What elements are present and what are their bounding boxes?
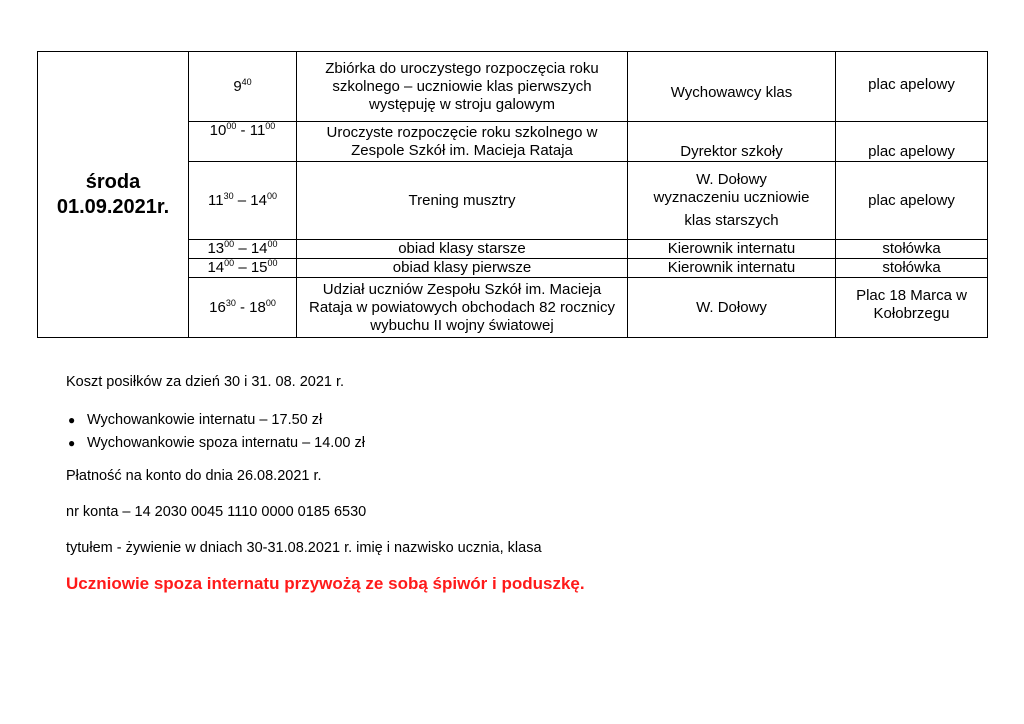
time-cell: $9^{40}$: [189, 52, 297, 122]
time-cell: $11^{30} - 14^{00}$: [189, 162, 297, 240]
transfer-title: tytułem - żywienie w dniach 30-31.08.2021 r. imię i nazwisko ucznia, klasa: [66, 540, 542, 556]
event-cell: obiad klasy starsze: [297, 240, 628, 259]
responsible-cell: Kierownik internatu: [628, 259, 836, 278]
table-row: [38, 52, 988, 122]
schedule-table: [37, 51, 988, 338]
responsible-cell: W. Dołowy wyznaczeniu uczniowie klas starszych: [628, 162, 836, 240]
time-cell: $13^{00} - 14^{00}$: [189, 240, 297, 259]
account-number: nr konta – 14 2030 0045 1110 0000 0185 6530: [66, 504, 367, 520]
time-cell: $14^{00} - 15^{00}$: [189, 259, 297, 278]
bullet-icon: ●: [68, 413, 76, 427]
responsible-cell: Kierownik internatu: [628, 240, 836, 259]
time-cell: $10^{00} - 11^{00}$: [189, 122, 297, 162]
responsible-cell: Dyrektor szkoły: [628, 122, 836, 162]
list-item: ● Wychowankowie spoza internatu – 14.00 zł: [66, 432, 365, 455]
event-cell: obiad klasy pierwsze: [297, 259, 628, 278]
payment-deadline: Płatność na konto do dnia 26.08.2021 r.: [66, 468, 322, 484]
event-cell: Uroczyste rozpoczęcie roku szkolnego w Zespole Szkół im. Macieja Rataja: [297, 122, 628, 162]
weekday: środa: [85, 170, 141, 193]
bullet-icon: ●: [68, 436, 76, 450]
event-cell: Udział uczniów Zespołu Szkół im. Macieja Rataja w powiatowych obchodach 82 rocznicy wybuchu II wojny światowej: [297, 278, 628, 338]
time-cell: $16^{30} - 18^{00}$: [189, 278, 297, 338]
place-cell: plac apelowy: [836, 122, 988, 162]
cost-list: [66, 409, 365, 455]
responsible-cell: Wychowawcy klas: [628, 52, 836, 122]
place-cell: Plac 18 Marca w Kołobrzegu: [836, 278, 988, 338]
cost-title: Koszt posiłków za dzień 30 i 31. 08. 2021 r.: [66, 374, 345, 390]
event-cell: Trening musztry: [297, 162, 628, 240]
place-cell: plac apelowy: [836, 52, 988, 122]
list-item: ● Wychowankowie internatu – 17.50 zł: [66, 409, 365, 432]
date: 01.09.2021r.: [56, 195, 170, 218]
warning-note: Uczniowie spoza internatu przywożą ze sobą śpiwór i poduszkę.: [66, 574, 585, 593]
event-cell: Zbiórka do uroczystego rozpoczęcia roku szkolnego – uczniowie klas pierwszych występuję w stroju galowym: [297, 52, 628, 122]
responsible-cell: W. Dołowy: [628, 278, 836, 338]
place-cell: stołówka: [836, 259, 988, 278]
place-cell: plac apelowy: [836, 162, 988, 240]
place-cell: stołówka: [836, 240, 988, 259]
day-cell: [38, 52, 189, 338]
